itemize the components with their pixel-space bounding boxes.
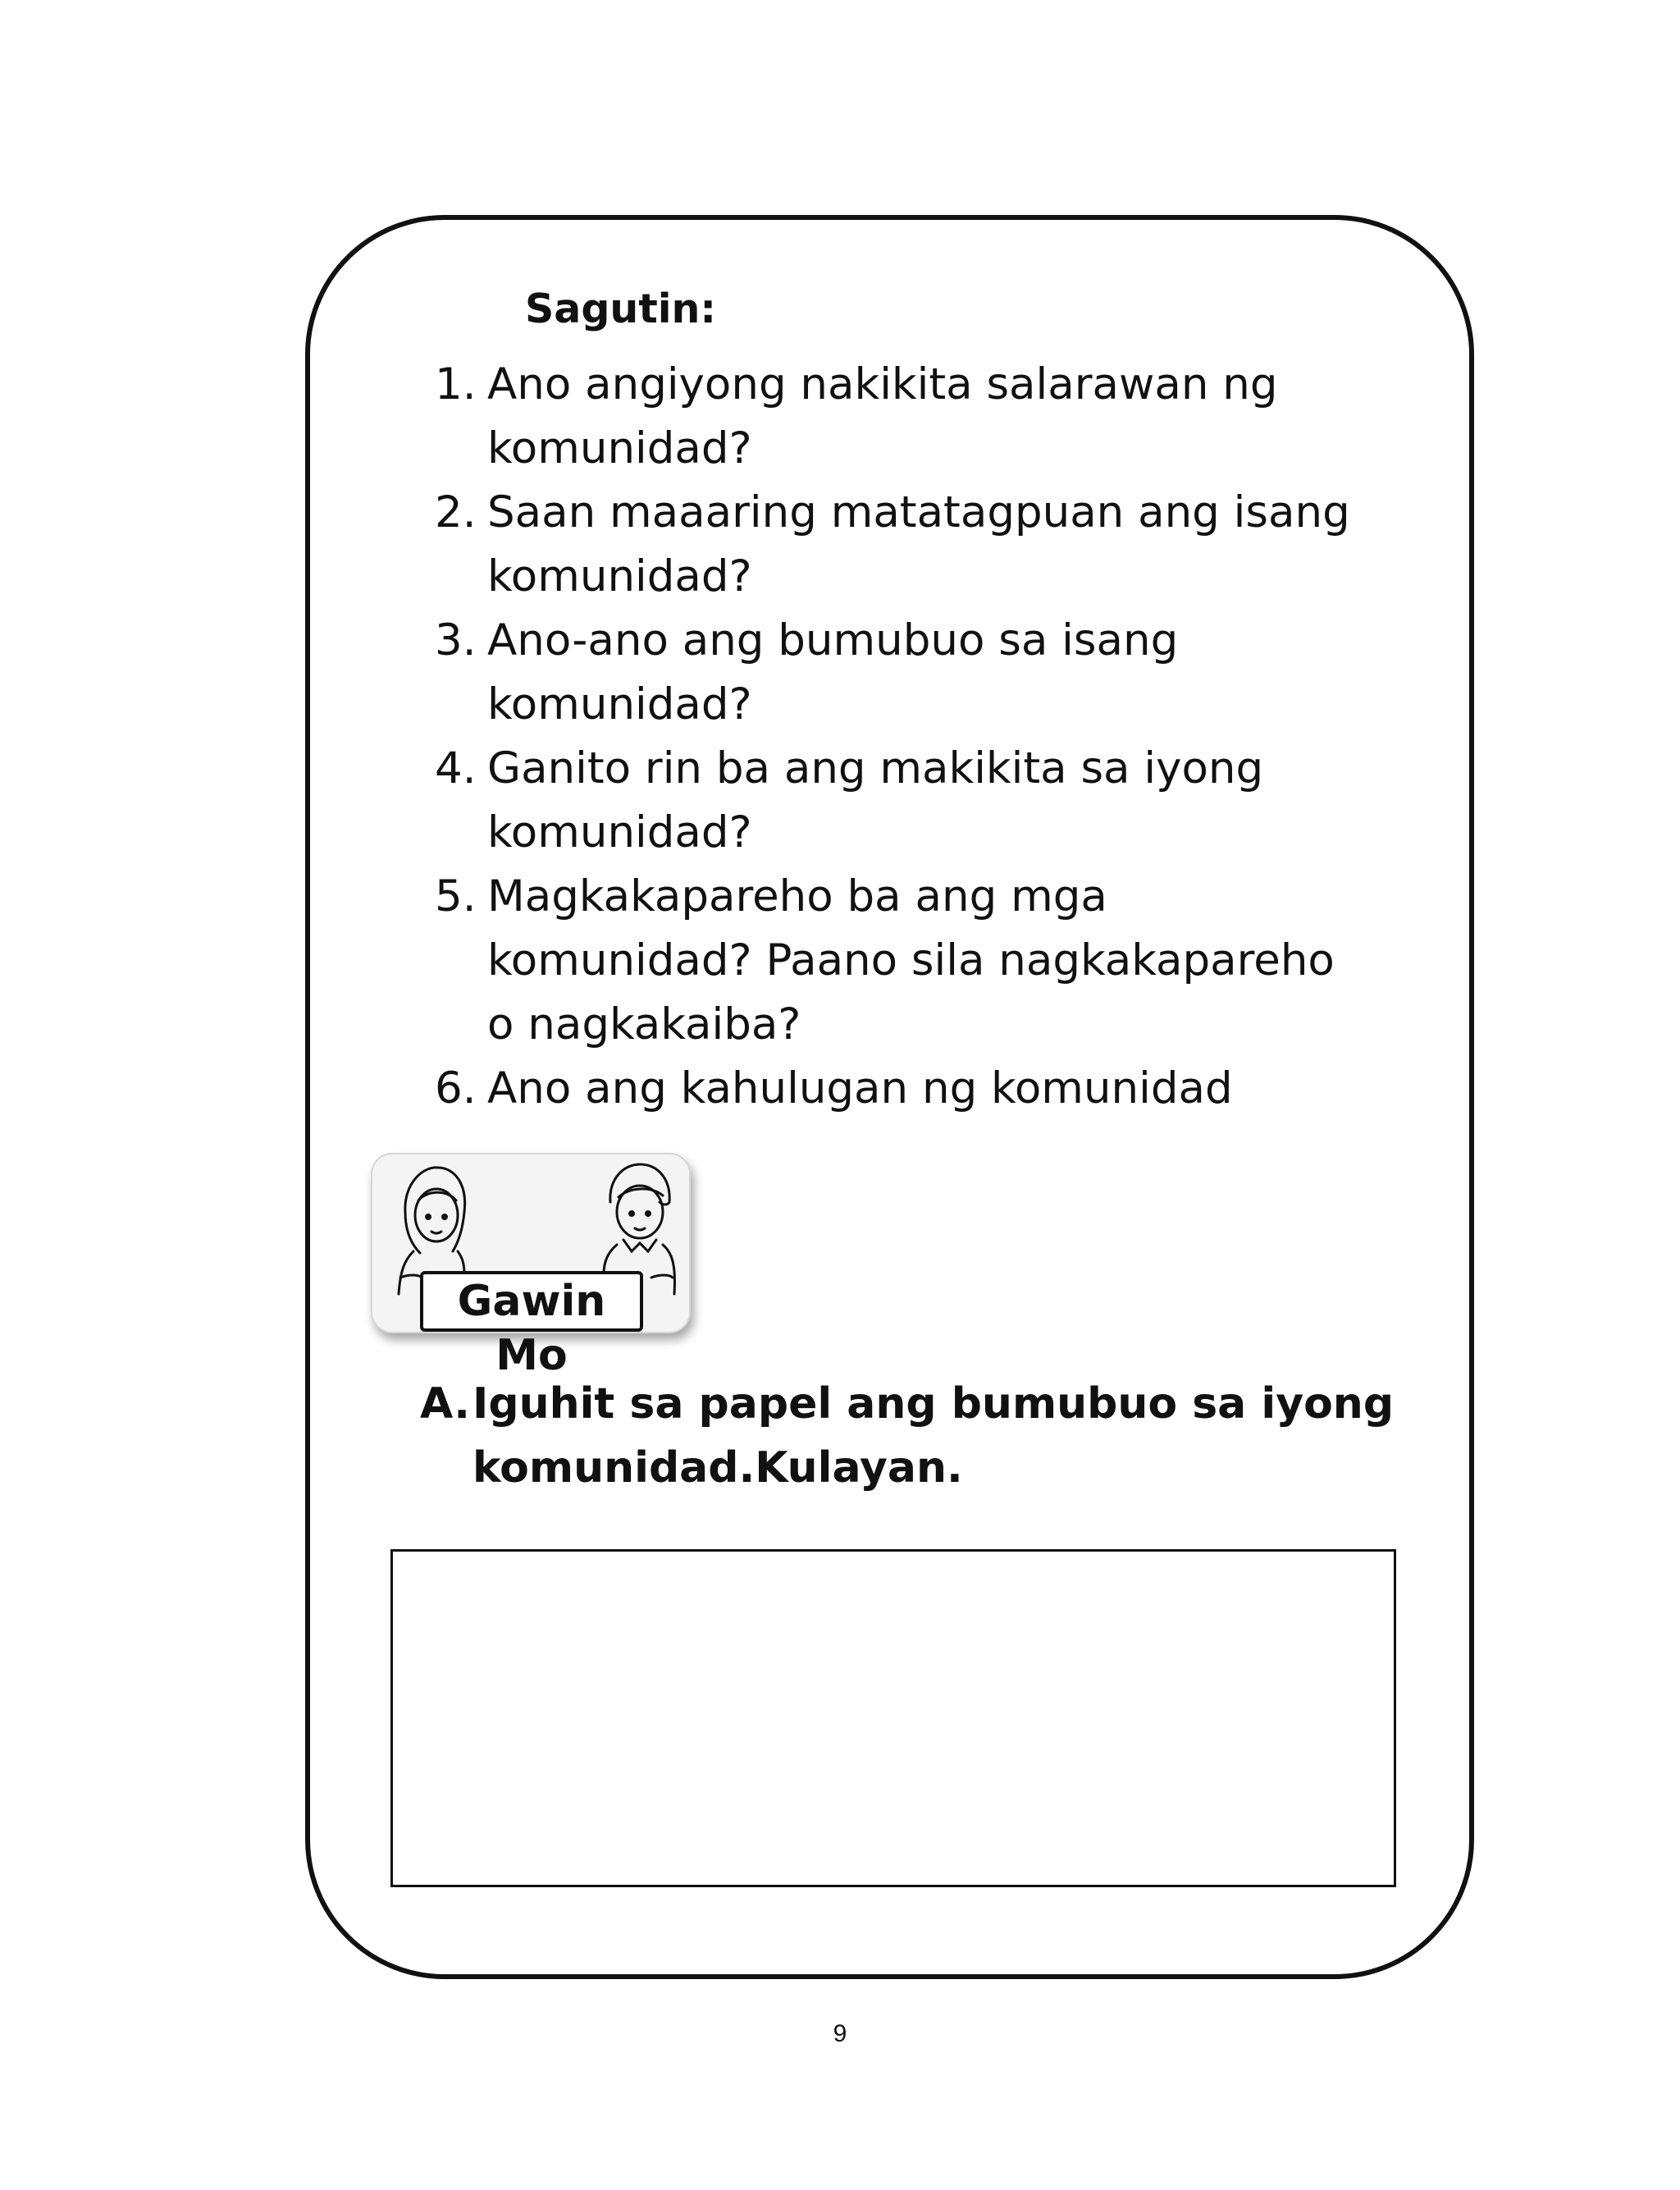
task-text: Iguhit sa papel ang bumubuo sa iyong komunidad.Kulayan. bbox=[472, 1379, 1395, 1493]
drawing-area bbox=[390, 1549, 1396, 1887]
question-text: Magkakapareho ba ang mga komunidad? Paano sila nagkakapareho o nagkakaiba? bbox=[487, 871, 1335, 1049]
question-list bbox=[435, 353, 1419, 1121]
question-number: 2. bbox=[435, 487, 477, 537]
question-text: Saan maaaring matatagpuan ang isang komunidad? bbox=[487, 487, 1350, 601]
question-number: 4. bbox=[435, 743, 477, 793]
question-item bbox=[435, 865, 1419, 1057]
gawin-mo-badge bbox=[371, 1153, 691, 1380]
badge-label: Gawin Mo bbox=[420, 1271, 643, 1332]
task-label: A. bbox=[420, 1379, 470, 1429]
question-item bbox=[435, 737, 1419, 865]
section-heading: Sagutin: bbox=[525, 286, 717, 332]
question-number: 1. bbox=[435, 359, 477, 409]
page-number: 9 bbox=[833, 2020, 847, 2047]
question-number: 3. bbox=[435, 615, 477, 665]
question-number: 5. bbox=[435, 871, 477, 921]
question-number: 6. bbox=[435, 1063, 477, 1113]
question-text: Ano-ano ang bumubuo sa isang komunidad? bbox=[487, 615, 1179, 729]
question-item bbox=[435, 609, 1419, 737]
task-instruction bbox=[420, 1372, 1404, 1500]
question-item bbox=[435, 353, 1419, 481]
question-text: Ano angiyong nakikita salarawan ng komunidad? bbox=[487, 359, 1278, 473]
question-text: Ganito rin ba ang makikita sa iyong komunidad? bbox=[487, 743, 1264, 857]
question-item bbox=[435, 1057, 1419, 1121]
question-item bbox=[435, 481, 1419, 609]
question-text: Ano ang kahulugan ng komunidad bbox=[487, 1063, 1233, 1113]
